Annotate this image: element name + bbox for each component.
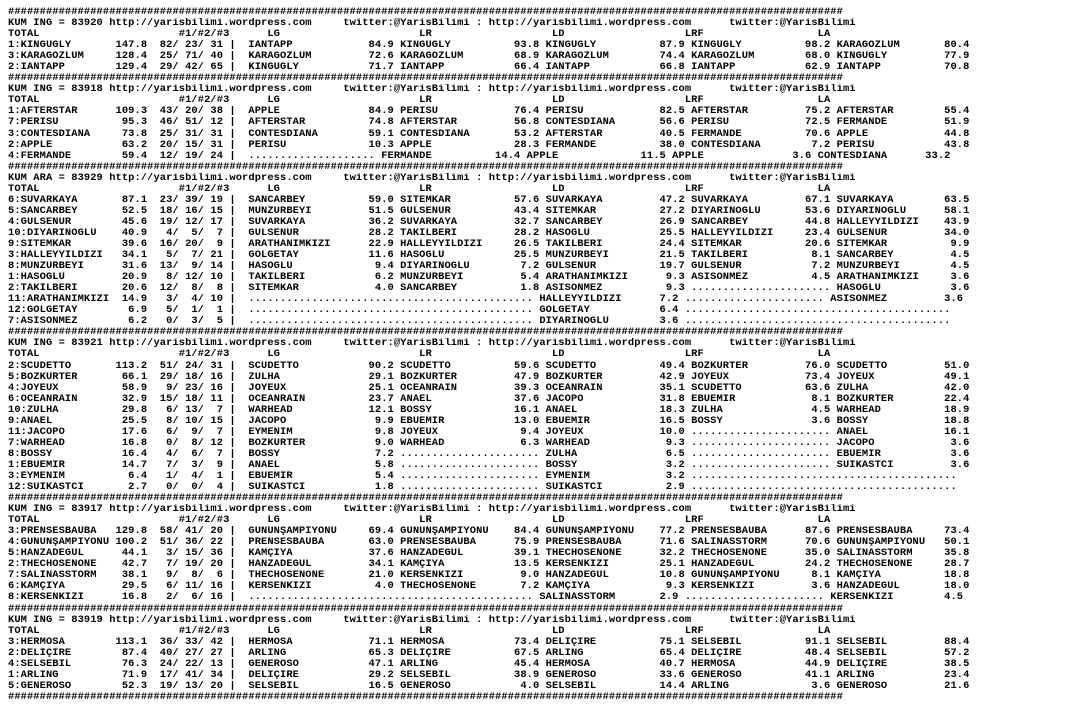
section-separator: #################################################################################################################################### (8, 161, 843, 173)
horse-stat-row: 5:BOZKURTER 66.1 29/ 18/ 16 | ZÜLHA 29.1 BOZKURTER 47.9 BOZKURTER 42.9 JOYEUX 73.4 JOYEUX 49.1 (8, 371, 970, 383)
horse-stat-row: 4:GÜLSENUR 45.6 19/ 12/ 17 | SUVARKAYA 36.2 SUVARKAYA 32.7 SANCARBEY 26.9 SANCARBEY 44.8 HALLEYYILDIZI 43.9 (8, 216, 970, 228)
horse-stat-row: 1:ARLING 71.9 17/ 41/ 34 | DELİÇİRE 29.2 SELSEBİL 38.9 GENEROSO 33.6 GENEROSO 41.1 ARLING 23.4 (8, 669, 970, 681)
horse-stat-row: 2:THECHOSENONE 42.7 7/ 19/ 20 | HANZADEGÜL 34.1 KAMÇIYA 13.5 KERSENKIZI 25.1 HANZADEGÜL 24.2 THECHOSENONE 28.7 (8, 559, 970, 571)
footer-separator: #################################################################################################################################### (8, 691, 843, 703)
section-separator: #################################################################################################################################### (8, 7, 843, 18)
horse-stat-row: 7:WARHEAD 16.8 0/ 8/ 12 | BOZKURTER 9.0 WARHEAD 6.3 WARHEAD 9.3 ...................... JACOPO 3.6 (8, 437, 970, 449)
race-header: KUM ING = 83920 http://yarisbilimi.wordpress.com twitter:@YarisBilimi : http://yarisbilimi.wordpress.com twitter:@YarisBilimi (8, 18, 856, 30)
horse-stat-row: 7:PERİSU 95.3 46/ 51/ 12 | AFTERSTAR 74.8 AFTERSTAR 56.8 CONTESDIANA 56.6 PERİSU 72.5 FERMANDE 51.9 (8, 117, 970, 129)
section-separator: #################################################################################################################################### (8, 493, 843, 505)
horse-stat-row: 5:GENEROSO 52.3 19/ 13/ 20 | SELSEBİL 16.5 GENEROSO 4.0 SELSEBİL 14.4 ARLING 3.6 GENEROSO 21.6 (8, 680, 970, 692)
horse-stat-row: 7:ASİSÖNMEZ 6.2 0/ 3/ 5 | ............................................. DİYARINOĞLU 3.6 .......................................... (8, 316, 951, 328)
section-separator: #################################################################################################################################### (8, 73, 843, 85)
race-header: KUM ING = 83917 http://yarisbilimi.wordpress.com twitter:@YarisBilimi : http://yarisbilimi.wordpress.com twitter:@YarisBilimi (8, 504, 856, 516)
race-header: KUM ARA = 83929 http://yarisbilimi.wordpress.com twitter:@YarisBilimi : http://yarisbilimi.wordpress.com twitter:@YarisBilimi (8, 172, 856, 184)
horse-stat-row: 11:JACOPO 17.6 6/ 9/ 7 | EYMENİM 9.8 JOYEUX 9.4 JOYEUX 10.0 ...................... ANAEL 16.1 (8, 426, 970, 438)
column-header-row: TOTAL #1/#2/#3 LG LR LD LRF LA (8, 515, 831, 527)
horse-stat-row: 2:TAKILBERİ 20.6 12/ 8/ 8 | SİTEMKAR 4.0 SANCARBEY 1.8 ASİSÖNMEZ 9.3 ...................... HASOĞLU 3.6 (8, 283, 970, 295)
horse-stat-row: 6:KAMÇIYA 29.5 6/ 11/ 16 | KERSENKIZI 4.0 THECHOSENONE 7.2 KAMÇIYA 9.3 KERSENKIZI 3.6 HANZADEGÜL 18.0 (8, 581, 970, 593)
column-header-row: TOTAL #1/#2/#3 LG LR LD LRF LA (8, 29, 831, 41)
horse-stat-row: 1:EBUEMİR 14.7 7/ 3/ 9 | ANAEL 5.8 ...................... BOSSY 3.2 ...................... SUİKASTCİ 3.6 (8, 459, 970, 471)
race-statistics-document (8, 7, 1071, 707)
horse-stat-row: 11:ARATHANIMKIZI 14.9 3/ 4/ 10 | ............................................. HALLEYYILDIZI 7.2 ...................... ASİSÖNMEZ 3.6 (8, 294, 964, 306)
horse-stat-row: 8:MUNZURBEYİ 31.6 13/ 9/ 14 | HASOĞLU 9.4 DİYARINOĞLU 7.2 GÜLSENUR 19.7 GÜLSENUR 7.2 MUNZURBEYİ 4.5 (8, 261, 970, 273)
horse-stat-row: 3:CONTESDIANA 73.8 25/ 31/ 31 | CONTESDIANA 59.1 CONTESDIANA 53.2 AFTERSTAR 40.5 FERMANDE 70.6 APPLE 44.8 (8, 128, 970, 140)
section-separator: #################################################################################################################################### (8, 603, 843, 615)
horse-stat-row: 1:KINGUGLY 147.8 82/ 23/ 31 | IANTAPP 84.9 KINGUGLY 93.8 KINGUGLY 87.9 KINGUGLY 98.2 KARAGÖZLÜM 80.4 (8, 40, 970, 52)
horse-stat-row: 3:HERMOSA 113.1 36/ 33/ 42 | HERMOSA 71.1 HERMOSA 73.4 DELİÇİRE 75.1 SELSEBİL 91.1 SELSEBİL 88.4 (8, 636, 970, 648)
horse-stat-row: 1:HASOĞLU 20.9 8/ 12/ 10 | TAKILBERİ 6.2 MUNZURBEYİ 5.4 ARATHANIMKIZI 9.3 ASİSÖNMEZ 4.5 ARATHANIMKIZI 3.6 (8, 272, 970, 284)
horse-stat-row: 5:SANCARBEY 52.5 18/ 16/ 15 | MUNZURBEYİ 51.5 GÜLSENUR 43.4 SİTEMKAR 27.2 DİYARINOĞLU 53.6 DİYARINOĞLU 58.1 (8, 205, 970, 217)
horse-stat-row: 6:SUVARKAYA 87.1 23/ 39/ 19 | SANCARBEY 59.0 SİTEMKAR 57.6 SUVARKAYA 47.2 SUVARKAYA 67.1 SUVARKAYA 63.5 (8, 194, 970, 206)
horse-stat-row: 2:IANTAPP 129.4 29/ 42/ 65 | KINGUGLY 71.7 IANTAPP 66.4 IANTAPP 66.8 IANTAPP 62.9 IANTAPP 70.8 (8, 62, 970, 74)
horse-stat-row: 8:BOSSY 16.4 4/ 6/ 7 | BOSSY 7.2 ...................... ZÜLHA 6.5 ...................... EBUEMİR 3.6 (8, 448, 970, 460)
horse-stat-row: 1:AFTERSTAR 109.3 43/ 20/ 38 | APPLE 84.9 PERİSU 76.4 PERİSU 82.5 AFTERSTAR 75.2 AFTERSTAR 55.4 (8, 106, 970, 118)
horse-stat-row: 6:OCEANRAIN 32.9 15/ 18/ 11 | OCEANRAIN 23.7 ANAEL 37.6 JACOPO 31.8 EBUEMİR 8.1 BOZKURTER 22.4 (8, 393, 970, 405)
horse-stat-row: 2:APPLE 63.2 20/ 15/ 31 | PERİSU 10.3 APPLE 28.3 FERMANDE 38.0 CONTESDIANA 7.2 PERİSU 43.8 (8, 139, 970, 151)
horse-stat-row: 12:SUİKASTCİ 2.7 0/ 0/ 4 | SUİKASTCİ 1.8 ...................... SUİKASTCİ 2.9 .......................................... (8, 482, 957, 494)
horse-stat-row: 3:PRENSESBAUBA 129.8 58/ 41/ 20 | GÜNÜNŞAMPİYONU 69.4 GÜNÜNŞAMPİYONU 84.4 GÜNÜNŞAMPİYONU 77.2 PRENSESBAUBA 87.6 PRENSESBAUBA 73.4 (8, 526, 970, 538)
race-header: KUM ING = 83921 http://yarisbilimi.wordpress.com twitter:@YarisBilimi : http://yarisbilimi.wordpress.com twitter:@YarisBilimi (8, 338, 856, 350)
race-header: KUM ING = 83918 http://yarisbilimi.wordpress.com twitter:@YarisBilimi : http://yarisbilimi.wordpress.com twitter:@YarisBilimi (8, 84, 856, 96)
horse-stat-row: 10:ZÜLHA 29.8 6/ 13/ 7 | WARHEAD 12.1 BOSSY 16.1 ANAEL 18.3 ZÜLHA 4.5 WARHEAD 18.9 (8, 404, 970, 416)
column-header-row: TOTAL #1/#2/#3 LG LR LD LRF LA (8, 349, 831, 361)
horse-stat-row: 5:HANZADEGÜL 44.1 3/ 15/ 36 | KAMÇIYA 37.6 HANZADEGÜL 39.1 THECHOSENONE 32.2 THECHOSENONE 35.0 SALINASSTORM 35.8 (8, 548, 970, 560)
horse-stat-row: 3:HALLEYYILDIZI 34.1 5/ 7/ 21 | GÖLGETAY 11.6 HASOĞLU 25.5 MUNZURBEYİ 21.5 TAKILBERİ 8.1 SANCARBEY 4.5 (8, 250, 970, 262)
horse-stat-row: 7:SALINASSTORM 38.1 9/ 8/ 6 | THECHOSENONE 21.0 KERSENKIZI 9.0 HANZADEGÜL 10.8 GÜNÜNŞAMPİYONU 8.1 KAMÇIYA 18.8 (8, 570, 970, 582)
horse-stat-row: 4:GÜNÜNŞAMPİYONU 100.2 51/ 36/ 22 | PRENSESBAUBA 63.0 PRENSESBAUBA 75.9 PRENSESBAUBA 71.6 SALINASSTORM 70.6 GÜNÜNŞAMPİYONU 50.1 (8, 537, 970, 549)
horse-stat-row: 2:DELİÇİRE 87.4 40/ 27/ 27 | ARLING 65.3 DELİÇİRE 67.5 ARLING 65.4 DELİÇİRE 48.4 SELSEBİL 57.2 (8, 647, 970, 659)
horse-stat-row: 4:FERMANDE 59.4 12/ 19/ 24 | .................... FERMANDE 14.4 APPLE 11.5 APPLE 3.6 CONTESDIANA 33.2 (8, 150, 951, 162)
horse-stat-row: 8:KERSENKIZI 16.8 2/ 6/ 16 | ............................................. SALINASSTORM 2.9 ...................... KERSENKIZI 4.5 (8, 592, 964, 604)
horse-stat-row: 3:EYMENİM 6.4 1/ 4/ 1 | EBUEMİR 5.4 ...................... EYMENİM 3.2 .......................................... (8, 470, 957, 482)
race-header: KUM ING = 83919 http://yarisbilimi.wordpress.com twitter:@YarisBilimi : http://yarisbilimi.wordpress.com twitter:@YarisBilimi (8, 614, 856, 626)
horse-stat-row: 12:GÖLGETAY 6.9 5/ 1/ 1 | ............................................. GÖLGETAY 6.4 .......................................... (8, 305, 951, 317)
horse-stat-row: 2:SCUDETTO 113.2 51/ 24/ 31 | SCUDETTO 90.2 SCUDETTO 59.6 SCUDETTO 49.4 BOZKURTER 76.0 SCUDETTO 51.0 (8, 360, 970, 372)
column-header-row: TOTAL #1/#2/#3 LG LR LD LRF LA (8, 183, 831, 195)
column-header-row: TOTAL #1/#2/#3 LG LR LD LRF LA (8, 625, 831, 637)
horse-stat-row: 4:SELSEBİL 76.3 24/ 22/ 13 | GENEROSO 47.1 ARLING 45.4 HERMOSA 40.7 HERMOSA 44.9 DELİÇİRE 38.5 (8, 658, 970, 670)
section-separator: #################################################################################################################################### (8, 327, 843, 339)
horse-stat-row: 9:ANAEL 25.5 8/ 10/ 15 | JACOPO 9.9 EBUEMİR 13.0 EBUEMİR 16.5 BOSSY 3.6 BOSSY 18.8 (8, 415, 970, 427)
horse-stat-row: 9:SİTEMKAR 39.6 16/ 20/ 9 | ARATHANIMKIZI 22.9 HALLEYYILDIZI 26.5 TAKILBERİ 24.4 SİTEMKAR 20.6 SİTEMKAR 9.9 (8, 238, 970, 250)
horse-stat-row: 10:DİYARINOĞLU 40.9 4/ 5/ 7 | GÜLSENUR 28.2 TAKILBERİ 28.2 HASOĞLU 25.5 HALLEYYILDIZI 23.4 GÜLSENUR 34.0 (8, 227, 970, 239)
horse-stat-row: 3:KARAGÖZLÜM 128.4 25/ 71/ 40 | KARAGÖZLÜM 72.6 KARAGÖZLÜM 68.9 KARAGÖZLÜM 74.4 KARAGÖZLÜM 68.0 KINGUGLY 77.9 (8, 51, 970, 63)
horse-stat-row: 4:JOYEUX 58.9 9/ 23/ 16 | JOYEUX 25.1 OCEANRAIN 39.3 OCEANRAIN 35.1 SCUDETTO 63.6 ZÜLHA 42.0 (8, 382, 970, 394)
column-header-row: TOTAL #1/#2/#3 LG LR LD LRF LA (8, 95, 831, 107)
